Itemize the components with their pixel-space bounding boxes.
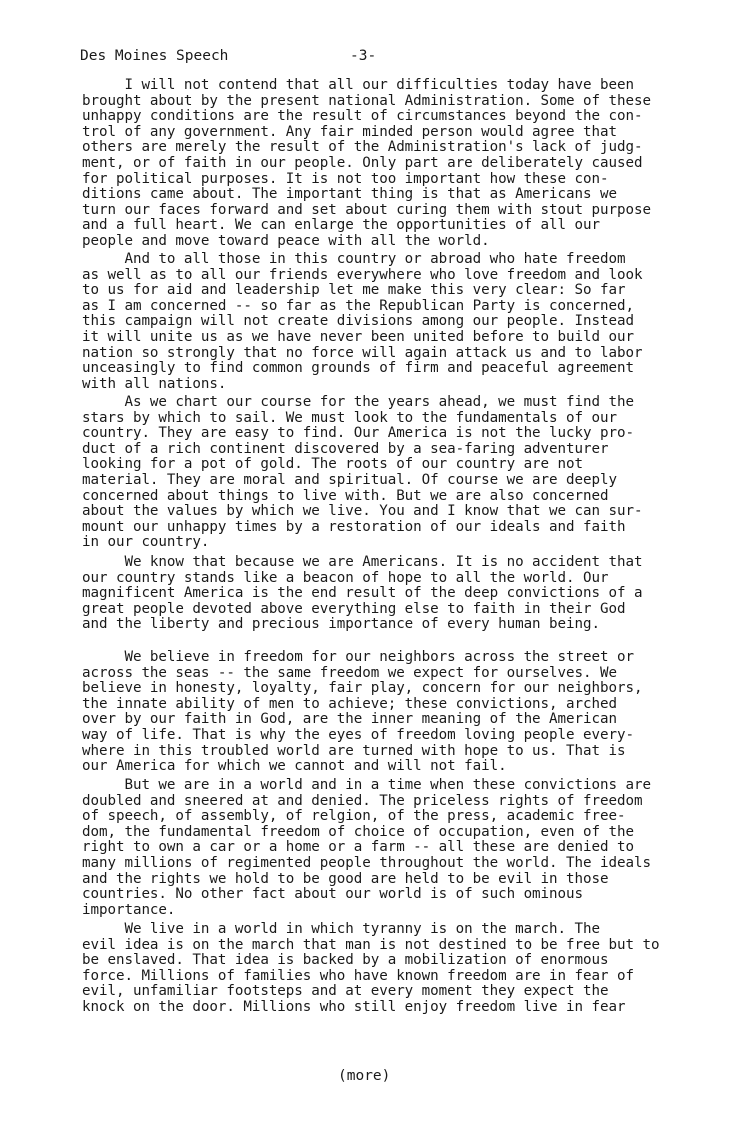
paragraph-1: [82, 78, 682, 250]
footer-more: (more): [338, 1068, 391, 1084]
text-line: And to all those in this country or abroad who hate freedom: [82, 251, 626, 267]
text-line: way of life. That is why the eyes of freedom loving people every-: [82, 726, 634, 743]
text-line: turn our faces forward and set about curing them with stout purpose: [82, 201, 651, 218]
text-line: as I am concerned -- so far as the Republican Party is concerned,: [82, 297, 634, 314]
text-line: concerned about things to live with. But we are also concerned: [82, 487, 609, 504]
text-line: our America for which we cannot and will not fail.: [82, 758, 507, 775]
text-line: for political purposes. It is not too important how these con-: [82, 170, 609, 187]
text-line: to us for aid and leadership let me make this very clear: So far: [82, 282, 626, 299]
text-line: country. They are easy to find. Our America is not the lucky pro-: [82, 425, 634, 442]
paragraph-4: [82, 555, 682, 633]
page-number: -3-: [350, 48, 377, 64]
text-line: right to own a car or a home or a farm -- all these are denied to: [82, 839, 634, 856]
text-line: and a full heart. We can enlarge the opportunities of all our: [82, 217, 600, 234]
text-line: ditions came about. The important thing is that as Americans we: [82, 186, 617, 203]
text-line: We live in a world in which tyranny is on the march. The: [82, 921, 600, 937]
text-line: as well as to all our friends everywhere who love freedom and look: [82, 266, 643, 283]
text-line: unceasingly to find common grounds of firm and peaceful agreement: [82, 360, 634, 377]
paragraph-6: [82, 778, 682, 918]
paragraph-2: [82, 252, 682, 392]
text-line: duct of a rich continent discovered by a sea-faring adventurer: [82, 440, 609, 457]
text-line: magnificent America is the end result of the deep convictions of a: [82, 585, 643, 602]
text-line: it will unite us as we have never been united before to build our: [82, 328, 634, 345]
paragraph-7: [82, 922, 682, 1016]
text-line: and the liberty and precious importance of every human being.: [82, 616, 600, 633]
text-line: dom, the fundamental freedom of choice of occupation, even of the: [82, 823, 634, 840]
paragraph-5: [82, 650, 682, 775]
text-line: about the values by which we live. You and I know that we can sur-: [82, 503, 643, 520]
text-line: others are merely the result of the Administration's lack of judg-: [82, 139, 643, 156]
text-line: evil, unfamiliar footsteps and at every moment they expect the: [82, 983, 609, 1000]
text-line: many millions of regimented people throughout the world. The ideals: [82, 854, 651, 871]
text-line: looking for a pot of gold. The roots of our country are not: [82, 456, 584, 473]
text-line: this campaign will not create divisions among our people. Instead: [82, 313, 634, 330]
text-line: brought about by the present national Administration. Some of these: [82, 92, 651, 109]
text-line: the innate ability of men to achieve; these convictions, arched: [82, 695, 617, 712]
text-line: force. Millions of families who have known freedom are in fear of: [82, 967, 634, 984]
text-line: As we chart our course for the years ahead, we must find the: [82, 394, 634, 410]
text-line: I will not contend that all our difficulties today have been: [82, 77, 634, 93]
text-line: of speech, of assembly, of relgion, of the press, academic free-: [82, 808, 626, 825]
text-line: stars by which to sail. We must look to the fundamentals of our: [82, 409, 617, 426]
text-line: But we are in a world and in a time when these convictions are: [82, 777, 651, 793]
text-line: material. They are moral and spiritual. Of course we are deeply: [82, 471, 617, 488]
text-line: mount our unhappy times by a restoration of our ideals and faith: [82, 518, 626, 535]
text-line: people and move toward peace with all the world.: [82, 232, 490, 249]
text-line: knock on the door. Millions who still enjoy freedom live in fear: [82, 998, 626, 1015]
text-line: over by our faith in God, are the inner meaning of the American: [82, 711, 617, 728]
text-line: importance.: [82, 901, 176, 918]
text-line: believe in honesty, loyalty, fair play, concern for our neighbors,: [82, 680, 643, 697]
text-line: be enslaved. That idea is backed by a mobilization of enormous: [82, 952, 609, 969]
text-line: our country stands like a beacon of hope to all the world. Our: [82, 569, 609, 586]
text-line: evil idea is on the march that man is not destined to be free but to: [82, 936, 660, 953]
text-line: countries. No other fact about our world is of such ominous: [82, 886, 584, 903]
text-line: where in this troubled world are turned with hope to us. That is: [82, 742, 626, 759]
text-line: We believe in freedom for our neighbors across the street or: [82, 649, 634, 665]
text-line: with all nations.: [82, 375, 227, 392]
text-line: ment, or of faith in our people. Only part are deliberately caused: [82, 154, 643, 171]
text-line: and the rights we hold to be good are held to be evil in those: [82, 870, 609, 887]
text-line: trol of any government. Any fair minded person would agree that: [82, 123, 617, 140]
text-line: great people devoted above everything else to faith in their God: [82, 600, 626, 617]
text-line: We know that because we are Americans. It is no accident that: [82, 554, 643, 570]
text-line: across the seas -- the same freedom we expect for ourselves. We: [82, 664, 617, 681]
text-line: doubled and sneered at and denied. The priceless rights of freedom: [82, 792, 643, 809]
text-line: nation so strongly that no force will again attack us and to labor: [82, 344, 643, 361]
text-line: in our country.: [82, 534, 210, 551]
document-title: Des Moines Speech: [80, 48, 229, 64]
text-line: unhappy conditions are the result of circumstances beyond the con-: [82, 108, 643, 125]
paragraph-3: [82, 395, 682, 551]
